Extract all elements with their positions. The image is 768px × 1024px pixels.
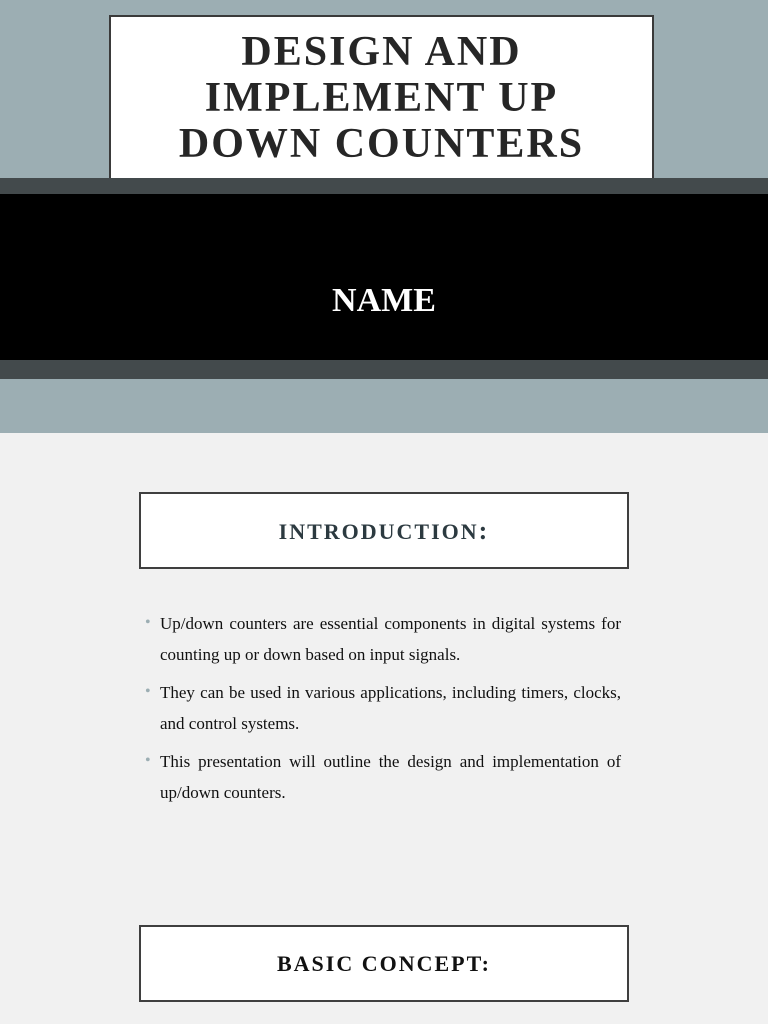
basic-concept-heading: BASIC CONCEPT:: [276, 950, 491, 976]
basic-concept-heading-box: [139, 925, 629, 1002]
title-box: [109, 15, 654, 181]
bullet-text: They can be used in various applications, including timers, clocks, and control systems.: [160, 683, 621, 733]
list-item: [145, 677, 621, 739]
list-item: [145, 608, 621, 670]
bullet-text: Up/down counters are essential components in digital systems for counting up or down based on input signals.: [160, 614, 621, 664]
presenter-name: NAME: [332, 282, 436, 319]
bullet-icon: •: [145, 752, 151, 769]
introduction-heading: [279, 516, 490, 546]
title-band-bottom: [0, 360, 768, 379]
introduction-heading-colon: :: [478, 515, 490, 545]
title-band-top: [0, 178, 768, 194]
slide-title: DESIGN AND IMPLEMENT UP DOWN COUNTERS: [178, 29, 585, 167]
bullet-icon: •: [145, 683, 151, 700]
introduction-bullet-list: [145, 608, 621, 815]
bullet-text: This presentation will outline the design and implementation of up/down counters.: [160, 752, 621, 802]
bullet-icon: •: [145, 614, 151, 631]
introduction-heading-box: [139, 492, 629, 569]
name-band: [0, 194, 768, 360]
list-item: [145, 746, 621, 808]
introduction-heading-text: INTRODUCTION: [278, 518, 479, 544]
